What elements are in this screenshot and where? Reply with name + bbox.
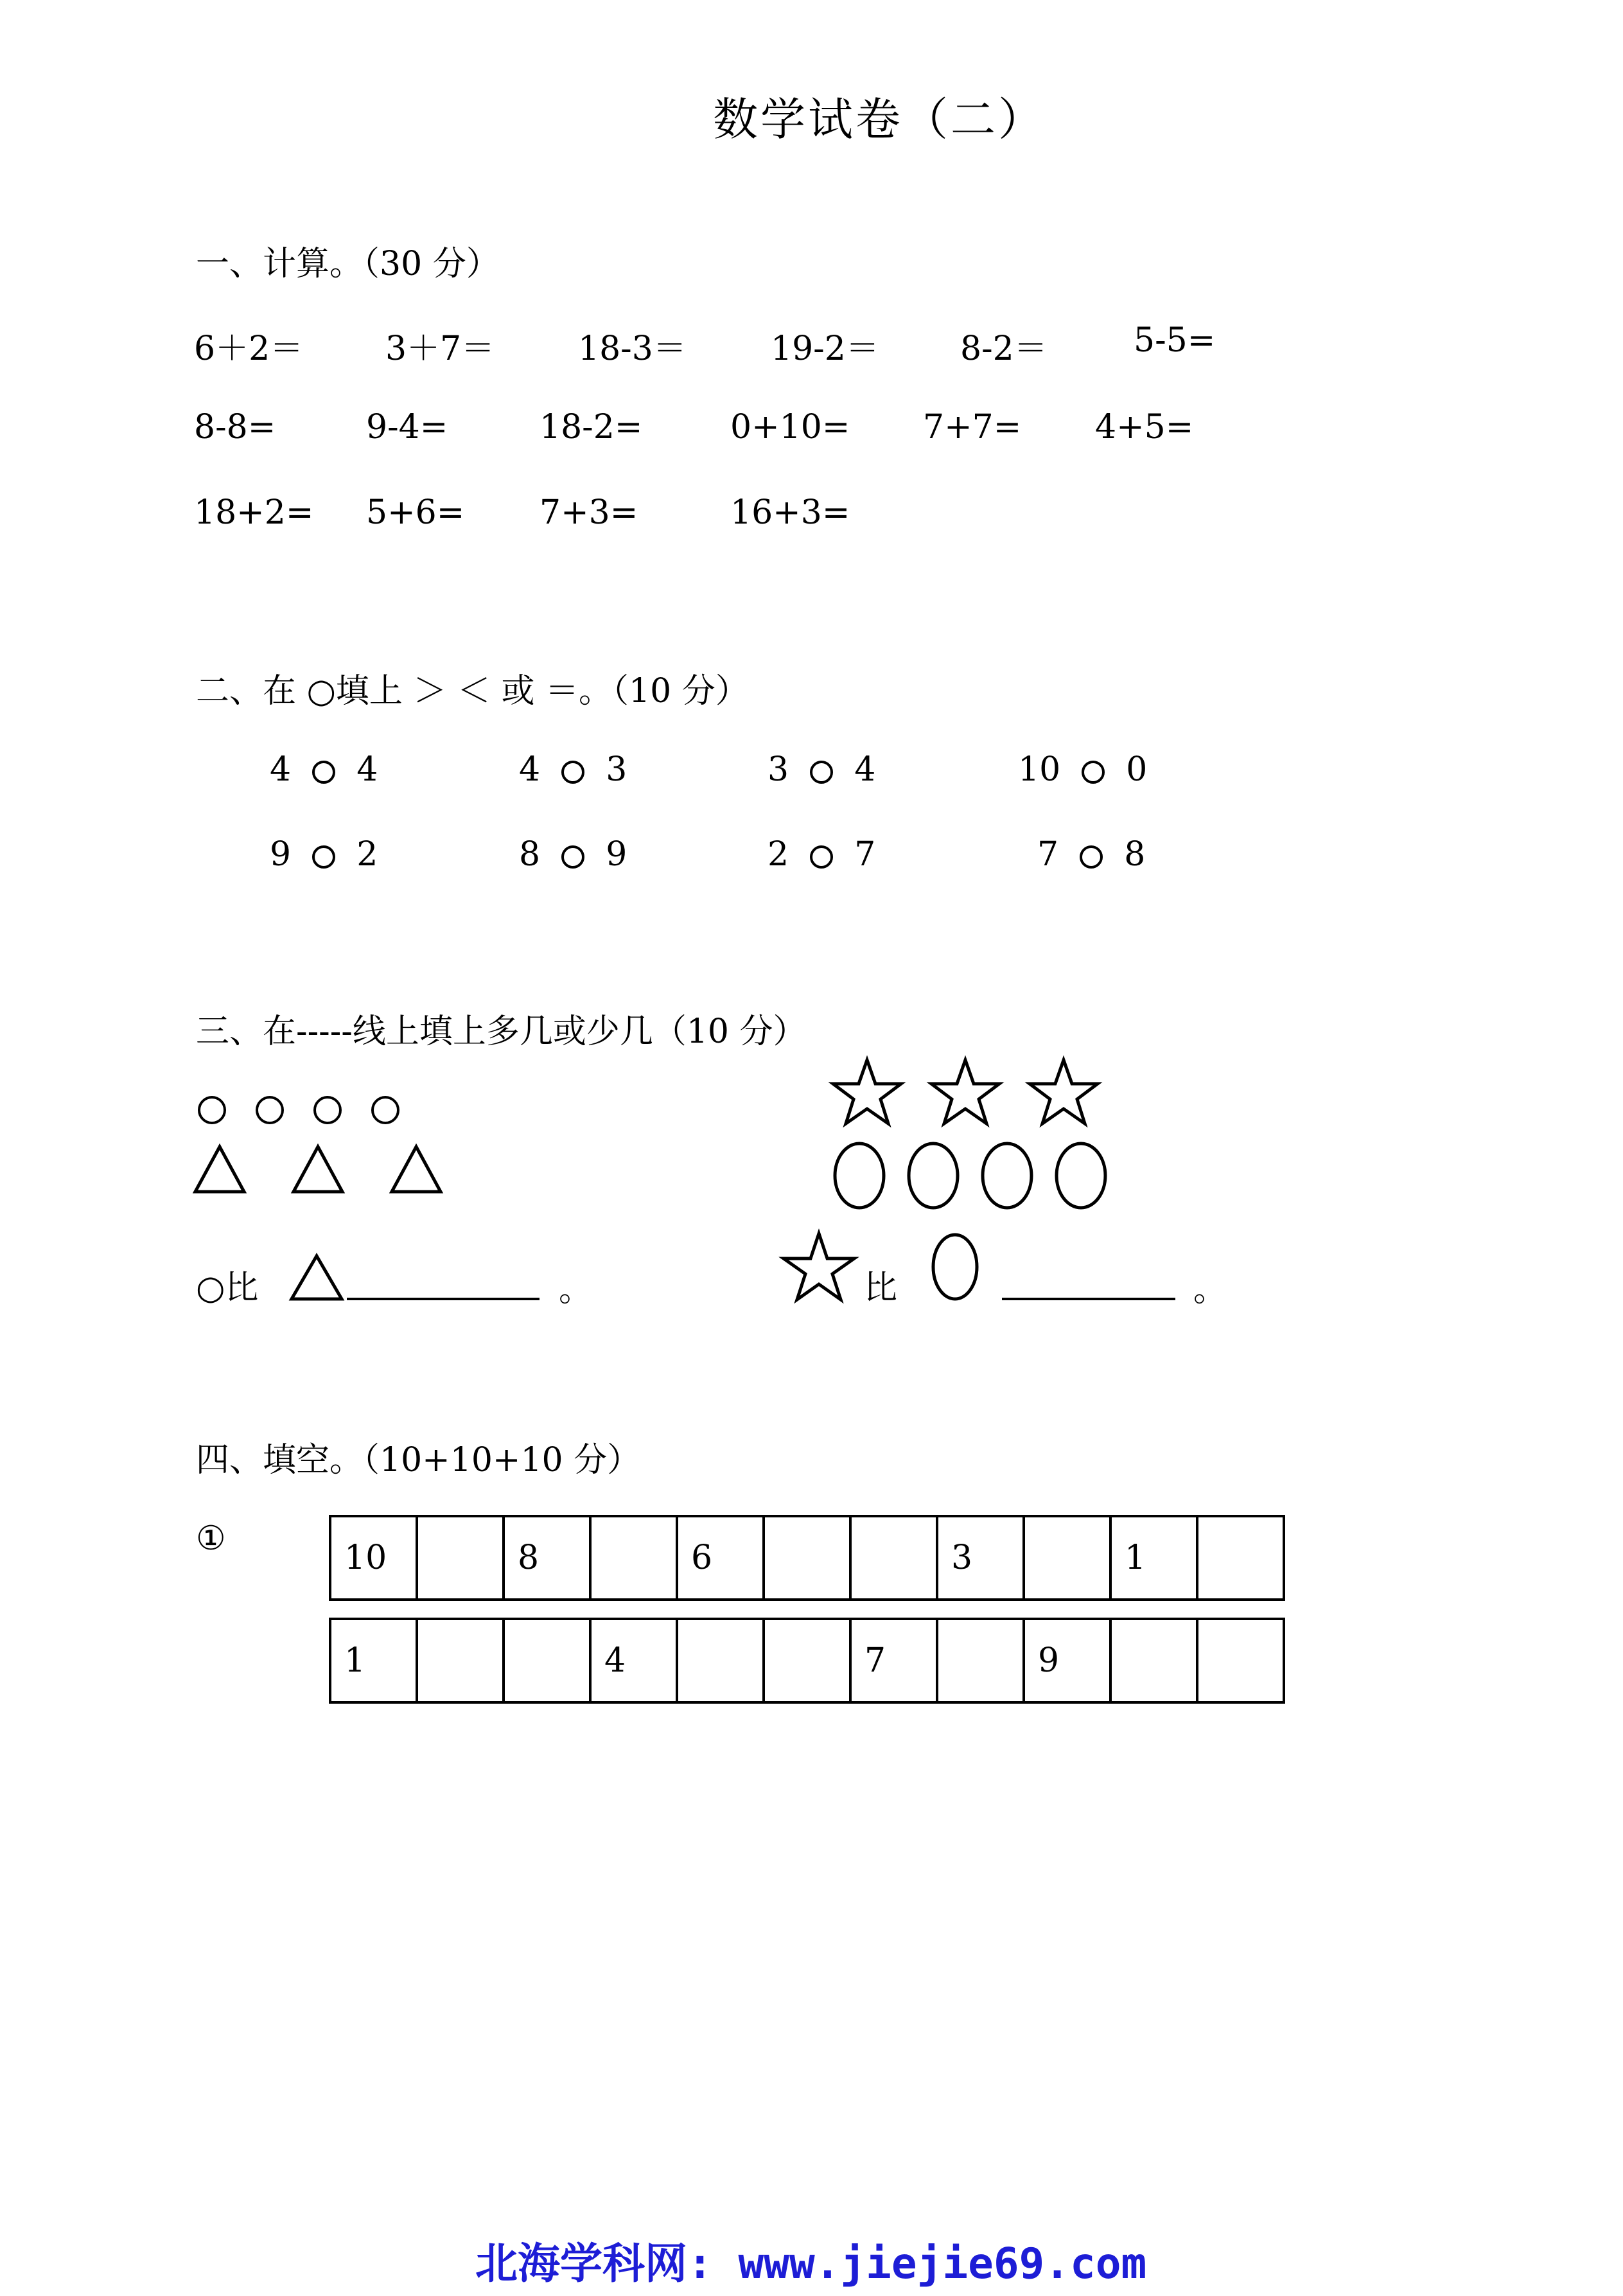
blank-circle-icon	[810, 845, 833, 869]
grid-cell[interactable]	[590, 1516, 677, 1600]
star-icon	[833, 1060, 901, 1124]
blank-circle-icon	[1082, 761, 1105, 784]
triangle-icon	[392, 1147, 441, 1192]
answer-blank[interactable]	[347, 1298, 540, 1300]
oval-icon	[929, 1230, 987, 1307]
compare-item: 8 9	[519, 835, 627, 874]
oval-icon	[983, 1144, 1031, 1208]
footer-watermark: 北海学科网: www.jiejie69.com	[475, 2239, 1147, 2288]
calc-item: 18-2=	[540, 408, 643, 446]
grid-cell[interactable]	[937, 1619, 1024, 1702]
ovals	[829, 1140, 1118, 1217]
grid-cell[interactable]	[764, 1619, 850, 1702]
calc-item: 16+3=	[730, 493, 850, 532]
grid-cell[interactable]: 1	[330, 1619, 417, 1702]
compare-item: 9 2	[270, 835, 378, 874]
grid-cell[interactable]	[850, 1516, 937, 1600]
grid-cell[interactable]	[1197, 1619, 1284, 1702]
grid-cell[interactable]: 7	[850, 1619, 937, 1702]
compare-word: 比	[864, 1269, 898, 1307]
triangles	[193, 1144, 450, 1201]
circle-icon	[257, 1097, 283, 1123]
grid-cell[interactable]: 3	[937, 1516, 1024, 1600]
star-icon	[1030, 1060, 1098, 1124]
grid-cell[interactable]	[764, 1516, 850, 1600]
left-compare-label: ○比	[196, 1269, 259, 1307]
small-circles	[196, 1092, 414, 1131]
calc-item: 3＋7＝	[385, 330, 495, 368]
compare-item: 4 4	[270, 750, 378, 789]
triangle-icon	[294, 1147, 342, 1192]
calc-item: 0+10=	[730, 408, 850, 446]
grid-cell[interactable]: 9	[1024, 1619, 1110, 1702]
triangle-icon	[195, 1147, 244, 1192]
blank-circle-icon	[810, 761, 833, 784]
grid-cell[interactable]: 6	[677, 1516, 764, 1600]
grid-cell[interactable]	[417, 1516, 504, 1600]
calc-item: 7+3=	[540, 493, 638, 532]
section4-heading: 四、填空。（10+10+10 分）	[196, 1441, 641, 1479]
grid-cell[interactable]	[677, 1619, 764, 1702]
calc-item: 18+2=	[194, 493, 314, 532]
grid-cell[interactable]	[1024, 1516, 1110, 1600]
compare-item: 3 4	[768, 750, 876, 789]
calc-item: 4+5=	[1095, 408, 1194, 446]
grid-cell[interactable]: 10	[330, 1516, 417, 1600]
question-marker: ①	[196, 1519, 226, 1558]
calc-item: 7+7=	[923, 408, 1022, 446]
calc-item: 5+6=	[366, 493, 465, 532]
circle-icon	[199, 1097, 225, 1123]
compare-item: 10 0	[1018, 750, 1148, 789]
compare-item: 4 3	[519, 750, 627, 789]
number-grid-row1	[329, 1515, 1285, 1601]
oval-icon	[909, 1144, 958, 1208]
calc-item: 19-2＝	[771, 330, 879, 368]
section3-heading: 三、在-----线上填上多几或少几（10 分）	[196, 1012, 807, 1051]
grid-cell[interactable]: 8	[504, 1516, 590, 1600]
stars	[829, 1057, 1118, 1127]
triangle-icon	[288, 1253, 349, 1304]
grid-cell[interactable]: 1	[1110, 1516, 1197, 1600]
answer-blank[interactable]	[1002, 1298, 1175, 1300]
period: 。	[559, 1271, 593, 1309]
section2-heading: 二、在 ○填上 ＞ ＜ 或 ＝。（10 分）	[196, 672, 749, 711]
compare-item: 2 7	[768, 835, 876, 874]
circle-icon	[373, 1097, 398, 1123]
oval-icon	[1057, 1144, 1105, 1208]
blank-circle-icon	[1080, 845, 1103, 869]
calc-item: 8-2＝	[960, 330, 1048, 368]
page-title: 数学试卷（二）	[713, 93, 1046, 146]
blank-circle-icon	[561, 845, 584, 869]
blank-circle-icon	[312, 845, 335, 869]
calc-item: 8-8=	[194, 408, 276, 446]
star-icon	[777, 1230, 867, 1301]
blank-circle-icon	[312, 761, 335, 784]
star-icon	[931, 1060, 999, 1124]
grid-cell[interactable]: 4	[590, 1619, 677, 1702]
oval-icon	[835, 1144, 884, 1208]
period: 。	[1193, 1271, 1227, 1309]
grid-cell[interactable]	[1197, 1516, 1284, 1600]
grid-cell[interactable]	[1110, 1619, 1197, 1702]
grid-cell[interactable]	[504, 1619, 590, 1702]
calc-item: 18-3＝	[578, 330, 687, 368]
calc-item: 6＋2＝	[194, 330, 304, 368]
blank-circle-icon	[561, 761, 584, 784]
compare-item: 7 8	[1037, 835, 1146, 874]
number-grid-row2	[329, 1618, 1285, 1704]
section1-heading: 一、计算。（30 分）	[196, 245, 500, 283]
circle-icon	[315, 1097, 340, 1123]
grid-cell[interactable]	[417, 1619, 504, 1702]
calc-item: 9-4=	[366, 408, 448, 446]
calc-item: 5-5=	[1134, 321, 1216, 360]
